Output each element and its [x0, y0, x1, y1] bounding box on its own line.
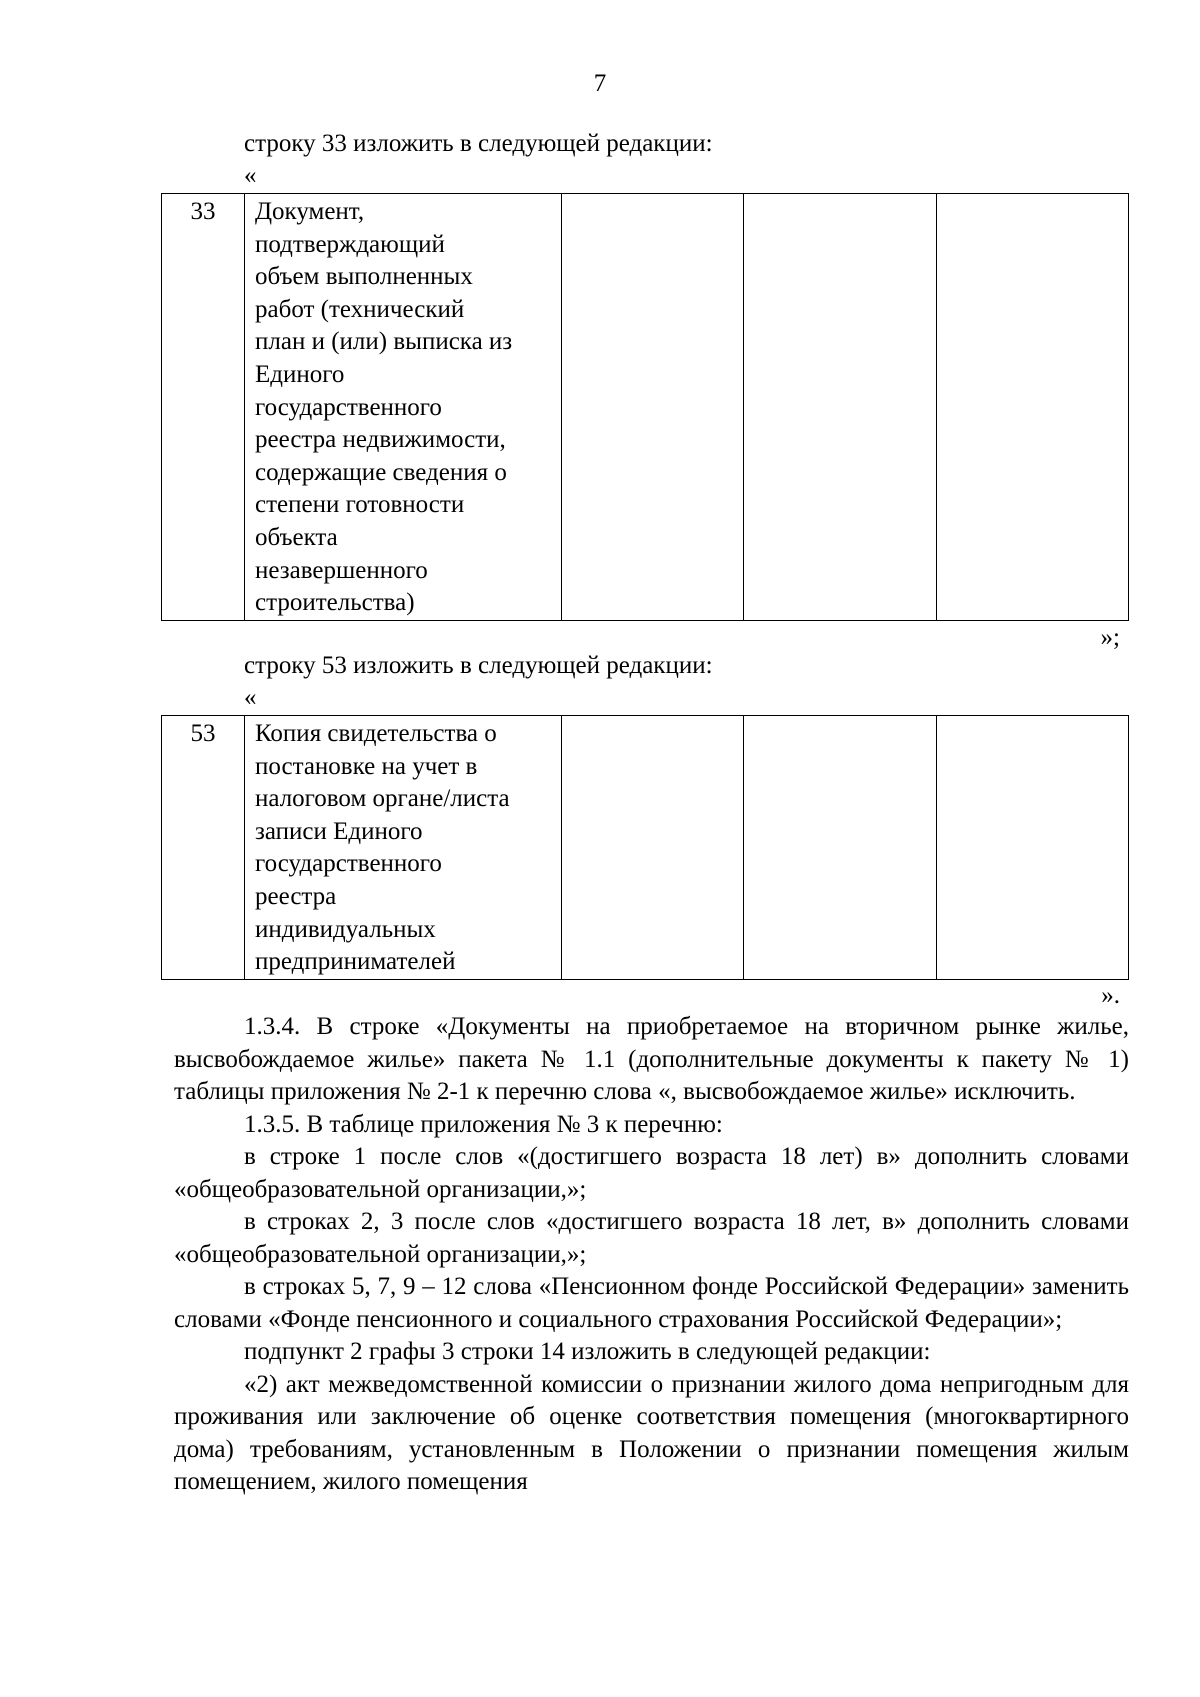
table-row-33	[161, 193, 1129, 621]
section-53-close-quote: ».	[1101, 982, 1120, 1009]
section-53-open-quote: «	[244, 684, 257, 711]
empty-cell	[744, 194, 937, 621]
body-text	[174, 1011, 1129, 1499]
section-33-close-quote: »;	[1100, 624, 1120, 651]
table-row	[162, 716, 1129, 980]
row-description-cell: Документ, подтверждающий объем выполненных работ (технический план и (или) выписка из Единого государственного реестра недвижимости, содержащие сведения о степени готовности объекта незавершенного строительства)	[245, 194, 562, 621]
empty-cell	[562, 716, 744, 980]
paragraph: в строке 1 после слов «(достигшего возраста 18 лет) в» дополнить словами «общеобразовательной организации,»;	[174, 1143, 1129, 1203]
page-number: 7	[593, 70, 607, 97]
paragraph: 1.3.5. В таблице приложения № 3 к перечню:	[244, 1110, 723, 1138]
empty-cell	[937, 194, 1129, 621]
section-53-intro: строку 53 изложить в следующей редакции:	[244, 652, 713, 679]
section-33-intro: строку 33 изложить в следующей редакции:	[244, 130, 713, 157]
row-number-cell: 33	[162, 194, 245, 621]
paragraph: в строках 2, 3 после слов «достигшего возраста 18 лет, в» дополнить словами «общеобразовательной организации,»;	[174, 1208, 1129, 1268]
paragraph: «2) акт межведомственной комиссии о признании жилого дома непригодным для проживания или заключение об оценке соответствия помещения (многоквартирного дома) требованиям, установленным в Положении о признании помещения жилым помещением, жилого помещения	[174, 1370, 1129, 1495]
paragraph: в строках 5, 7, 9 – 12 слова «Пенсионном фонде Российской Федерации» заменить словами «Фонде пенсионного и социального страхования Российской Федерации»;	[174, 1273, 1129, 1333]
paragraph: подпункт 2 графы 3 строки 14 изложить в следующей редакции:	[244, 1338, 931, 1365]
section-33-open-quote: «	[244, 162, 257, 189]
empty-cell	[562, 194, 744, 621]
row-number-cell: 53	[162, 716, 245, 980]
table-row-53	[161, 715, 1129, 980]
row-description-cell: Копия свидетельства о постановке на учет в налоговом органе/листа записи Единого государственного реестра индивидуальных предпринимателей	[245, 716, 562, 980]
empty-cell	[937, 716, 1129, 980]
empty-cell	[744, 716, 937, 980]
paragraph: 1.3.4. В строке «Документы на приобретаемое на вторичном рынке жилье, высвобождаемое жилье» пакета № 1.1 (дополнительные документы к пакету № 1) таблицы приложения № 2-1 к перечню слова «, высвобождаемое жилье» исключить.	[174, 1013, 1129, 1105]
table-row	[162, 194, 1129, 621]
